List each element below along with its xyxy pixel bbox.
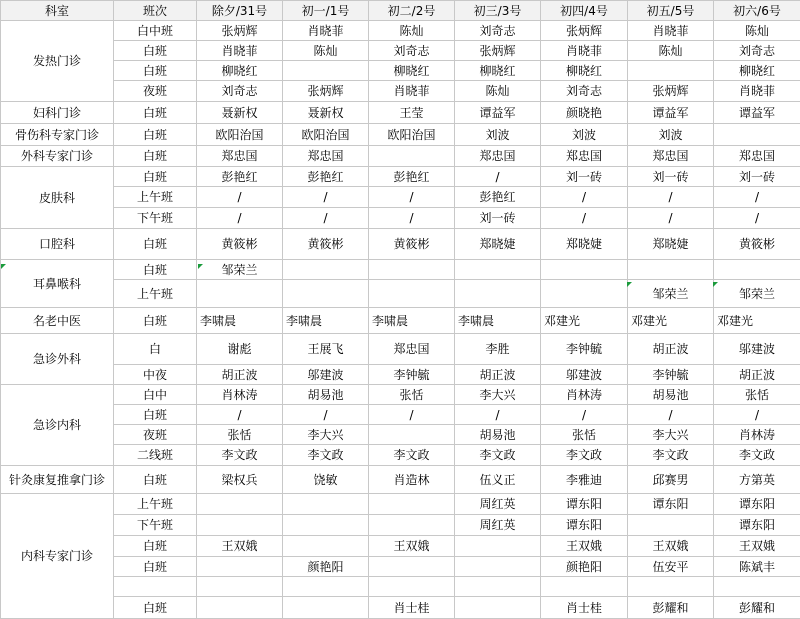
schedule-cell[interactable] xyxy=(197,280,283,308)
schedule-cell[interactable]: 李啸晨 xyxy=(197,308,283,334)
header-cell[interactable]: 初四/4号 xyxy=(541,1,628,21)
schedule-cell[interactable]: 刘一砖 xyxy=(714,167,800,187)
schedule-cell[interactable]: 张恬 xyxy=(197,425,283,445)
department-cell[interactable]: 针灸康复推拿门诊 xyxy=(1,466,114,494)
schedule-cell[interactable]: 王双娥 xyxy=(369,536,455,557)
header-cell[interactable]: 班次 xyxy=(114,1,197,21)
shift-cell[interactable]: 白班 xyxy=(114,146,197,167)
header-cell[interactable]: 初六/6号 xyxy=(714,1,800,21)
schedule-cell[interactable]: / xyxy=(197,187,283,208)
shift-cell[interactable]: 白班 xyxy=(114,167,197,187)
schedule-cell[interactable]: 颜艳阳 xyxy=(283,557,369,577)
schedule-cell[interactable]: / xyxy=(283,187,369,208)
schedule-cell[interactable] xyxy=(628,61,714,81)
department-cell[interactable]: 耳鼻喉科 xyxy=(1,260,114,308)
schedule-cell[interactable]: 刘奇志 xyxy=(455,21,541,41)
shift-cell[interactable]: 夜班 xyxy=(114,425,197,445)
schedule-cell[interactable] xyxy=(714,577,800,597)
shift-cell[interactable]: 下午班 xyxy=(114,515,197,536)
shift-cell[interactable]: 白班 xyxy=(114,102,197,124)
schedule-cell[interactable] xyxy=(714,124,800,146)
schedule-cell[interactable]: / xyxy=(197,208,283,229)
cell-comment-marker xyxy=(198,264,203,269)
shift-cell[interactable]: 上午班 xyxy=(114,280,197,308)
schedule-cell[interactable]: 黄筱彬 xyxy=(197,229,283,260)
schedule-cell[interactable]: 李啸晨 xyxy=(369,308,455,334)
schedule-cell[interactable]: 谭益军 xyxy=(714,102,800,124)
schedule-cell[interactable]: 张炳辉 xyxy=(455,41,541,61)
table-row xyxy=(1,208,800,229)
schedule-cell[interactable]: 彭艳红 xyxy=(455,187,541,208)
schedule-cell[interactable]: 李文政 xyxy=(628,445,714,466)
department-cell[interactable]: 妇科门诊 xyxy=(1,102,114,124)
shift-cell[interactable]: 上午班 xyxy=(114,494,197,515)
schedule-cell[interactable]: 肖林涛 xyxy=(541,385,628,405)
schedule-cell[interactable]: 柳晓红 xyxy=(455,61,541,81)
schedule-cell[interactable]: 李雅迪 xyxy=(541,466,628,494)
schedule-cell[interactable]: 郑忠国 xyxy=(369,334,455,365)
schedule-cell[interactable]: 肖晓菲 xyxy=(714,81,800,102)
shift-cell[interactable]: 白班 xyxy=(114,229,197,260)
schedule-cell[interactable] xyxy=(283,280,369,308)
schedule-cell[interactable] xyxy=(541,577,628,597)
schedule-cell[interactable]: 郑忠国 xyxy=(714,146,800,167)
table-row xyxy=(1,334,800,365)
schedule-cell[interactable]: 李文政 xyxy=(541,445,628,466)
schedule-cell[interactable] xyxy=(628,260,714,280)
header-cell[interactable]: 除夕/31号 xyxy=(197,1,283,21)
schedule-cell[interactable]: 邱赛男 xyxy=(628,466,714,494)
schedule-cell[interactable]: / xyxy=(455,405,541,425)
schedule-cell[interactable]: 肖林涛 xyxy=(714,425,800,445)
shift-cell[interactable]: 白班 xyxy=(114,308,197,334)
schedule-cell[interactable]: 谭益军 xyxy=(455,102,541,124)
schedule-cell[interactable]: 张炳辉 xyxy=(197,21,283,41)
schedule-cell[interactable] xyxy=(369,557,455,577)
schedule-cell[interactable]: 陈斌丰 xyxy=(714,557,800,577)
schedule-cell[interactable] xyxy=(455,597,541,619)
shift-cell[interactable]: 白班 xyxy=(114,466,197,494)
schedule-cell[interactable]: 刘波 xyxy=(455,124,541,146)
schedule-cell[interactable]: 彭艳红 xyxy=(283,167,369,187)
schedule-cell[interactable]: 张炳辉 xyxy=(541,21,628,41)
schedule-cell[interactable]: 陈灿 xyxy=(628,41,714,61)
header-cell[interactable]: 科室 xyxy=(1,1,114,21)
schedule-cell[interactable]: 肖晓菲 xyxy=(369,81,455,102)
schedule-cell[interactable]: 柳晓红 xyxy=(369,61,455,81)
schedule-cell[interactable]: 邹荣兰 xyxy=(197,260,283,280)
schedule-cell[interactable] xyxy=(628,577,714,597)
table-row xyxy=(1,536,800,557)
schedule-cell[interactable]: 王双娥 xyxy=(197,536,283,557)
schedule-cell[interactable]: 彭艳红 xyxy=(197,167,283,187)
schedule-cell[interactable]: 张恬 xyxy=(714,385,800,405)
schedule-cell[interactable]: 柳晓红 xyxy=(714,61,800,81)
schedule-cell[interactable]: 王双娥 xyxy=(541,536,628,557)
schedule-cell[interactable] xyxy=(369,260,455,280)
schedule-cell[interactable]: / xyxy=(369,405,455,425)
schedule-cell[interactable]: / xyxy=(714,187,800,208)
table-row xyxy=(1,41,800,61)
schedule-cell[interactable]: 胡易池 xyxy=(283,385,369,405)
department-cell[interactable]: 外科专家门诊 xyxy=(1,146,114,167)
table-row xyxy=(1,260,800,280)
schedule-cell[interactable] xyxy=(283,61,369,81)
schedule-cell[interactable]: 邓建光 xyxy=(628,308,714,334)
table-row xyxy=(1,61,800,81)
schedule-cell[interactable] xyxy=(197,597,283,619)
table-row xyxy=(1,146,800,167)
schedule-cell[interactable]: 郑晓婕 xyxy=(455,229,541,260)
shift-cell[interactable]: 白班 xyxy=(114,61,197,81)
table-row xyxy=(1,405,800,425)
schedule-cell[interactable]: 李文政 xyxy=(197,445,283,466)
schedule-cell[interactable] xyxy=(283,515,369,536)
department-cell[interactable]: 发热门诊 xyxy=(1,21,114,102)
schedule-cell[interactable]: 肖造林 xyxy=(369,466,455,494)
schedule-cell[interactable] xyxy=(369,494,455,515)
schedule-cell[interactable]: 肖士桂 xyxy=(541,597,628,619)
schedule-cell[interactable] xyxy=(197,494,283,515)
schedule-cell[interactable]: 颜艳阳 xyxy=(541,557,628,577)
schedule-cell[interactable] xyxy=(541,280,628,308)
schedule-cell[interactable]: 谭东阳 xyxy=(714,515,800,536)
schedule-cell[interactable] xyxy=(197,577,283,597)
table-row xyxy=(1,466,800,494)
schedule-cell[interactable]: 张炳辉 xyxy=(283,81,369,102)
department-cell[interactable]: 骨伤科专家门诊 xyxy=(1,124,114,146)
schedule-cell[interactable]: 胡易池 xyxy=(628,385,714,405)
department-cell[interactable]: 急诊外科 xyxy=(1,334,114,385)
schedule-cell[interactable]: 邬建波 xyxy=(541,365,628,385)
schedule-cell[interactable]: 李钟毓 xyxy=(628,365,714,385)
schedule-cell[interactable]: 张炳辉 xyxy=(628,81,714,102)
table-row xyxy=(1,494,800,515)
schedule-cell[interactable]: 李钟毓 xyxy=(541,334,628,365)
schedule-cell[interactable] xyxy=(283,260,369,280)
header-cell[interactable]: 初五/5号 xyxy=(628,1,714,21)
schedule-cell[interactable]: 肖林涛 xyxy=(197,385,283,405)
shift-cell[interactable]: 二线班 xyxy=(114,445,197,466)
table-row xyxy=(1,167,800,187)
schedule-cell[interactable]: 彭艳红 xyxy=(369,167,455,187)
table-row xyxy=(1,124,800,146)
schedule-cell[interactable] xyxy=(283,597,369,619)
table-row xyxy=(1,21,800,41)
schedule-cell[interactable] xyxy=(455,557,541,577)
schedule-cell[interactable]: / xyxy=(541,187,628,208)
schedule-cell[interactable]: 聂新权 xyxy=(283,102,369,124)
schedule-cell[interactable]: 周红英 xyxy=(455,515,541,536)
schedule-cell[interactable]: 陈灿 xyxy=(714,21,800,41)
schedule-cell[interactable] xyxy=(369,577,455,597)
schedule-cell[interactable]: 肖晓菲 xyxy=(541,41,628,61)
schedule-cell[interactable]: 柳晓红 xyxy=(541,61,628,81)
schedule-cell[interactable]: 陈灿 xyxy=(455,81,541,102)
table-row xyxy=(1,81,800,102)
shift-cell[interactable]: 夜班 xyxy=(114,81,197,102)
schedule-cell[interactable]: 伍安平 xyxy=(628,557,714,577)
schedule-cell[interactable]: 张恬 xyxy=(541,425,628,445)
schedule-cell[interactable]: 聂新权 xyxy=(197,102,283,124)
header-cell[interactable]: 初一/1号 xyxy=(283,1,369,21)
schedule-cell[interactable] xyxy=(369,146,455,167)
header-cell[interactable]: 初三/3号 xyxy=(455,1,541,21)
schedule-cell[interactable] xyxy=(369,425,455,445)
schedule-cell[interactable]: 刘一砖 xyxy=(541,167,628,187)
schedule-cell[interactable]: / xyxy=(541,405,628,425)
schedule-cell[interactable]: 李文政 xyxy=(714,445,800,466)
department-cell[interactable]: 内科专家门诊 xyxy=(1,494,114,619)
schedule-cell[interactable]: 郑晓婕 xyxy=(541,229,628,260)
table-row xyxy=(1,425,800,445)
table-row xyxy=(1,280,800,308)
shift-cell[interactable] xyxy=(114,577,197,597)
schedule-cell[interactable]: 陈灿 xyxy=(283,41,369,61)
schedule-cell[interactable]: 陈灿 xyxy=(369,21,455,41)
schedule-cell[interactable]: 胡正波 xyxy=(714,365,800,385)
schedule-cell[interactable]: 李文政 xyxy=(455,445,541,466)
schedule-cell[interactable]: 刘奇志 xyxy=(714,41,800,61)
schedule-cell[interactable]: / xyxy=(455,167,541,187)
schedule-cell[interactable]: 饶敏 xyxy=(283,466,369,494)
schedule-cell[interactable]: 邹荣兰 xyxy=(714,280,800,308)
shift-cell[interactable]: 白班 xyxy=(114,536,197,557)
header-row xyxy=(1,1,800,21)
schedule-cell[interactable]: 王双娥 xyxy=(714,536,800,557)
shift-cell[interactable]: 中夜 xyxy=(114,365,197,385)
schedule-cell[interactable]: 李大兴 xyxy=(455,385,541,405)
schedule-cell[interactable]: 邬建波 xyxy=(283,365,369,385)
schedule-cell[interactable] xyxy=(283,536,369,557)
table-row xyxy=(1,187,800,208)
schedule-cell[interactable]: / xyxy=(541,208,628,229)
schedule-cell[interactable]: 肖晓菲 xyxy=(197,41,283,61)
table-row xyxy=(1,597,800,619)
schedule-cell[interactable] xyxy=(197,515,283,536)
schedule-cell[interactable]: 黄筱彬 xyxy=(283,229,369,260)
department-cell[interactable]: 皮肤科 xyxy=(1,167,114,229)
schedule-cell[interactable]: 谭东阳 xyxy=(541,515,628,536)
schedule-cell[interactable] xyxy=(283,494,369,515)
schedule-cell[interactable]: 谭益军 xyxy=(628,102,714,124)
schedule-cell[interactable]: 刘一砖 xyxy=(628,167,714,187)
schedule-cell[interactable]: 李胜 xyxy=(455,334,541,365)
schedule-cell[interactable]: / xyxy=(369,187,455,208)
schedule-cell[interactable]: 邹荣兰 xyxy=(628,280,714,308)
schedule-cell[interactable]: 彭耀和 xyxy=(628,597,714,619)
schedule-cell[interactable]: 郑忠国 xyxy=(197,146,283,167)
shift-cell[interactable]: 白班 xyxy=(114,597,197,619)
table-row xyxy=(1,365,800,385)
schedule-cell[interactable]: / xyxy=(283,405,369,425)
shift-cell[interactable]: 下午班 xyxy=(114,208,197,229)
schedule-cell[interactable]: 梁权兵 xyxy=(197,466,283,494)
schedule-cell[interactable] xyxy=(455,260,541,280)
schedule-cell[interactable]: 颜晓艳 xyxy=(541,102,628,124)
schedule-cell[interactable]: 李钟毓 xyxy=(369,365,455,385)
table-row xyxy=(1,385,800,405)
schedule-cell[interactable]: 谭东阳 xyxy=(714,494,800,515)
schedule-cell[interactable]: 李大兴 xyxy=(628,425,714,445)
shift-cell[interactable]: 白班 xyxy=(114,557,197,577)
cell-comment-marker xyxy=(713,282,718,287)
schedule-cell[interactable]: 肖晓菲 xyxy=(628,21,714,41)
schedule-cell[interactable]: 黄筱彬 xyxy=(714,229,800,260)
schedule-cell[interactable]: 李啸晨 xyxy=(283,308,369,334)
schedule-cell[interactable]: 刘波 xyxy=(628,124,714,146)
schedule-cell[interactable]: 王双娥 xyxy=(628,536,714,557)
schedule-cell[interactable]: / xyxy=(369,208,455,229)
schedule-cell[interactable]: / xyxy=(628,187,714,208)
schedule-cell[interactable]: 刘奇志 xyxy=(369,41,455,61)
schedule-cell[interactable] xyxy=(197,557,283,577)
schedule-cell[interactable]: 张恬 xyxy=(369,385,455,405)
schedule-cell[interactable]: 邓建光 xyxy=(714,308,800,334)
schedule-cell[interactable] xyxy=(714,260,800,280)
schedule-cell[interactable]: 郑晓婕 xyxy=(628,229,714,260)
schedule-cell[interactable]: 彭耀和 xyxy=(714,597,800,619)
shift-cell[interactable]: 白中 xyxy=(114,385,197,405)
schedule-cell[interactable] xyxy=(455,280,541,308)
table-row xyxy=(1,102,800,124)
schedule-cell[interactable]: 李啸晨 xyxy=(455,308,541,334)
schedule-cell[interactable]: 肖士桂 xyxy=(369,597,455,619)
schedule-cell[interactable]: 欧阳治国 xyxy=(197,124,283,146)
table-row xyxy=(1,229,800,260)
schedule-cell[interactable]: 伍义正 xyxy=(455,466,541,494)
schedule-cell[interactable]: 谢彪 xyxy=(197,334,283,365)
schedule-cell[interactable]: 黄筱彬 xyxy=(369,229,455,260)
schedule-cell[interactable] xyxy=(283,577,369,597)
schedule-cell[interactable]: 欧阳治国 xyxy=(369,124,455,146)
schedule-cell[interactable]: 邓建光 xyxy=(541,308,628,334)
department-cell[interactable]: 急诊内科 xyxy=(1,385,114,466)
schedule-cell[interactable]: 邬建波 xyxy=(714,334,800,365)
schedule-cell[interactable] xyxy=(455,536,541,557)
table-row xyxy=(1,308,800,334)
cell-comment-marker xyxy=(1,264,6,269)
schedule-cell[interactable]: / xyxy=(283,208,369,229)
shift-cell[interactable]: 白班 xyxy=(114,405,197,425)
schedule-cell[interactable]: 王莹 xyxy=(369,102,455,124)
schedule-cell[interactable]: 刘波 xyxy=(541,124,628,146)
schedule-cell[interactable]: 李文政 xyxy=(369,445,455,466)
schedule-cell[interactable]: 柳晓红 xyxy=(197,61,283,81)
department-cell[interactable]: 名老中医 xyxy=(1,308,114,334)
schedule-cell[interactable]: 肖晓菲 xyxy=(283,21,369,41)
schedule-cell[interactable] xyxy=(369,280,455,308)
schedule-cell[interactable]: 郑忠国 xyxy=(455,146,541,167)
schedule-cell[interactable]: 胡正波 xyxy=(197,365,283,385)
schedule-cell[interactable]: 胡易池 xyxy=(455,425,541,445)
schedule-cell[interactable]: 李大兴 xyxy=(283,425,369,445)
header-cell[interactable]: 初二/2号 xyxy=(369,1,455,21)
schedule-cell[interactable]: / xyxy=(197,405,283,425)
schedule-cell[interactable]: 郑忠国 xyxy=(628,146,714,167)
schedule-cell[interactable]: 欧阳治国 xyxy=(283,124,369,146)
table-row xyxy=(1,557,800,577)
schedule-cell[interactable]: 方第英 xyxy=(714,466,800,494)
shift-cell[interactable]: 上午班 xyxy=(114,187,197,208)
schedule-cell[interactable]: 刘奇志 xyxy=(541,81,628,102)
schedule-body xyxy=(1,1,800,619)
table-row xyxy=(1,445,800,466)
schedule-cell[interactable] xyxy=(455,577,541,597)
schedule-cell[interactable]: / xyxy=(714,208,800,229)
schedule-cell[interactable]: / xyxy=(714,405,800,425)
schedule-cell[interactable]: 谭东阳 xyxy=(628,494,714,515)
schedule-cell[interactable]: 刘奇志 xyxy=(197,81,283,102)
table-row xyxy=(1,577,800,597)
schedule-cell[interactable]: 李文政 xyxy=(283,445,369,466)
shift-cell[interactable]: 白中班 xyxy=(114,21,197,41)
shift-cell[interactable]: 白班 xyxy=(114,124,197,146)
table-row xyxy=(1,515,800,536)
schedule-cell[interactable] xyxy=(369,515,455,536)
schedule-cell[interactable]: 王展飞 xyxy=(283,334,369,365)
schedule-cell[interactable]: 刘一砖 xyxy=(455,208,541,229)
schedule-cell[interactable]: 谭东阳 xyxy=(541,494,628,515)
schedule-cell[interactable]: 胡正波 xyxy=(455,365,541,385)
schedule-cell[interactable]: 胡正波 xyxy=(628,334,714,365)
shift-cell[interactable]: 白班 xyxy=(114,41,197,61)
department-cell[interactable]: 口腔科 xyxy=(1,229,114,260)
cell-comment-marker xyxy=(627,282,632,287)
schedule-cell[interactable] xyxy=(628,515,714,536)
schedule-cell[interactable]: 周红英 xyxy=(455,494,541,515)
shift-cell[interactable]: 白 xyxy=(114,334,197,365)
shift-cell[interactable]: 白班 xyxy=(114,260,197,280)
schedule-cell[interactable]: / xyxy=(628,208,714,229)
schedule-cell[interactable]: / xyxy=(628,405,714,425)
schedule-cell[interactable] xyxy=(541,260,628,280)
schedule-cell[interactable]: 郑忠国 xyxy=(541,146,628,167)
schedule-cell[interactable]: 郑忠国 xyxy=(283,146,369,167)
